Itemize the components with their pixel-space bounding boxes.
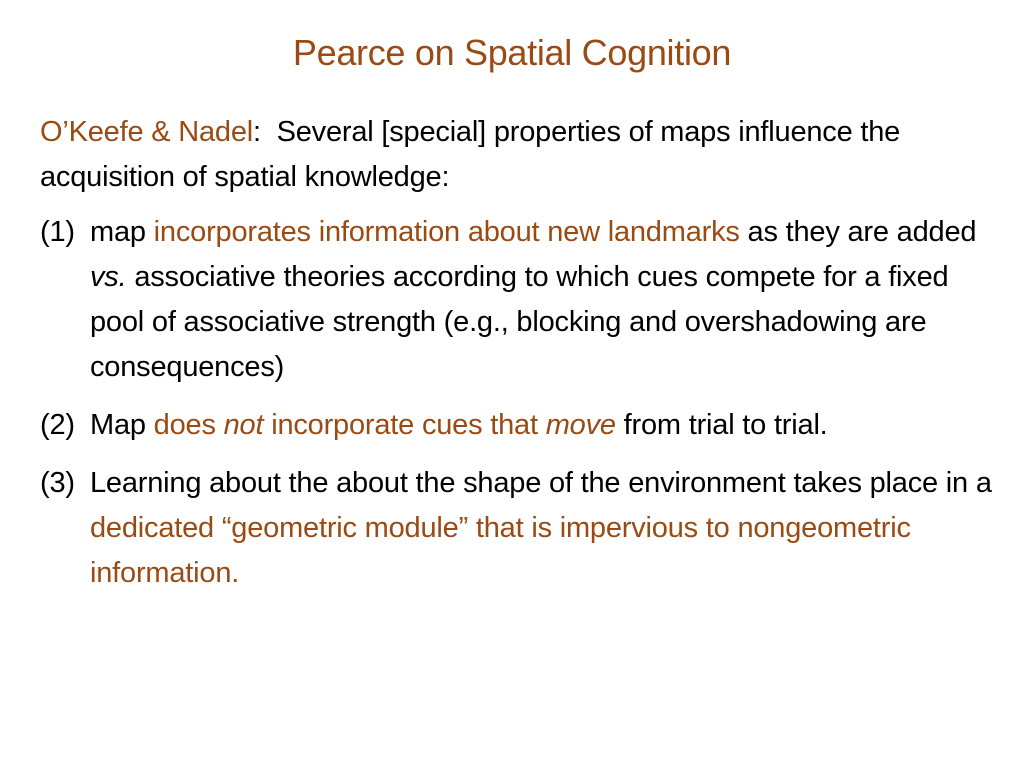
intro-paragraph (40, 110, 1000, 200)
intro-authors: O’Keefe & Nadel (40, 116, 254, 148)
item1-part-c: as they are added (739, 216, 985, 248)
intro-separator: : (253, 116, 277, 148)
list-item-3 (40, 461, 1000, 596)
item2-italic-move: move (545, 409, 616, 441)
item2-highlight-cues: incorporate cues that (263, 409, 546, 441)
slide-title: Pearce on Spatial Cognition (292, 32, 732, 73)
item3-highlight: dedicated “geometric module” that is impervious to nongeometric information. (90, 512, 911, 589)
list-item-1 (40, 210, 1000, 390)
list-item-text (90, 403, 1000, 448)
list-item-number: (1) (40, 216, 75, 248)
list-item-text (90, 461, 1000, 596)
item1-part-a: map (90, 216, 154, 248)
list-item-2 (40, 403, 1000, 448)
list-item-number: (3) (40, 467, 75, 499)
intro-text: Several [special] properties of maps influence the acquisition of spatial knowledge: (40, 116, 901, 193)
slide-body (40, 110, 1000, 609)
item2-highlight-does: does (153, 409, 224, 441)
item2-italic-not: not (223, 409, 264, 441)
list-item-number: (2) (40, 409, 75, 441)
item2-part-a: Map (90, 409, 154, 441)
item1-part-e: associative theories according to which cues compete for a fixed pool of associative strength (e.g., blocking and overshadowing are consequences) (90, 261, 957, 383)
item1-italic-vs: vs. (90, 261, 127, 293)
item1-highlight: incorporates information about new landmarks (153, 216, 740, 248)
list-item-text (90, 210, 1000, 390)
item3-part-a: Learning about the about the shape of the environment takes place in a (90, 467, 1000, 499)
item2-part-f: from trial to trial. (615, 409, 828, 441)
